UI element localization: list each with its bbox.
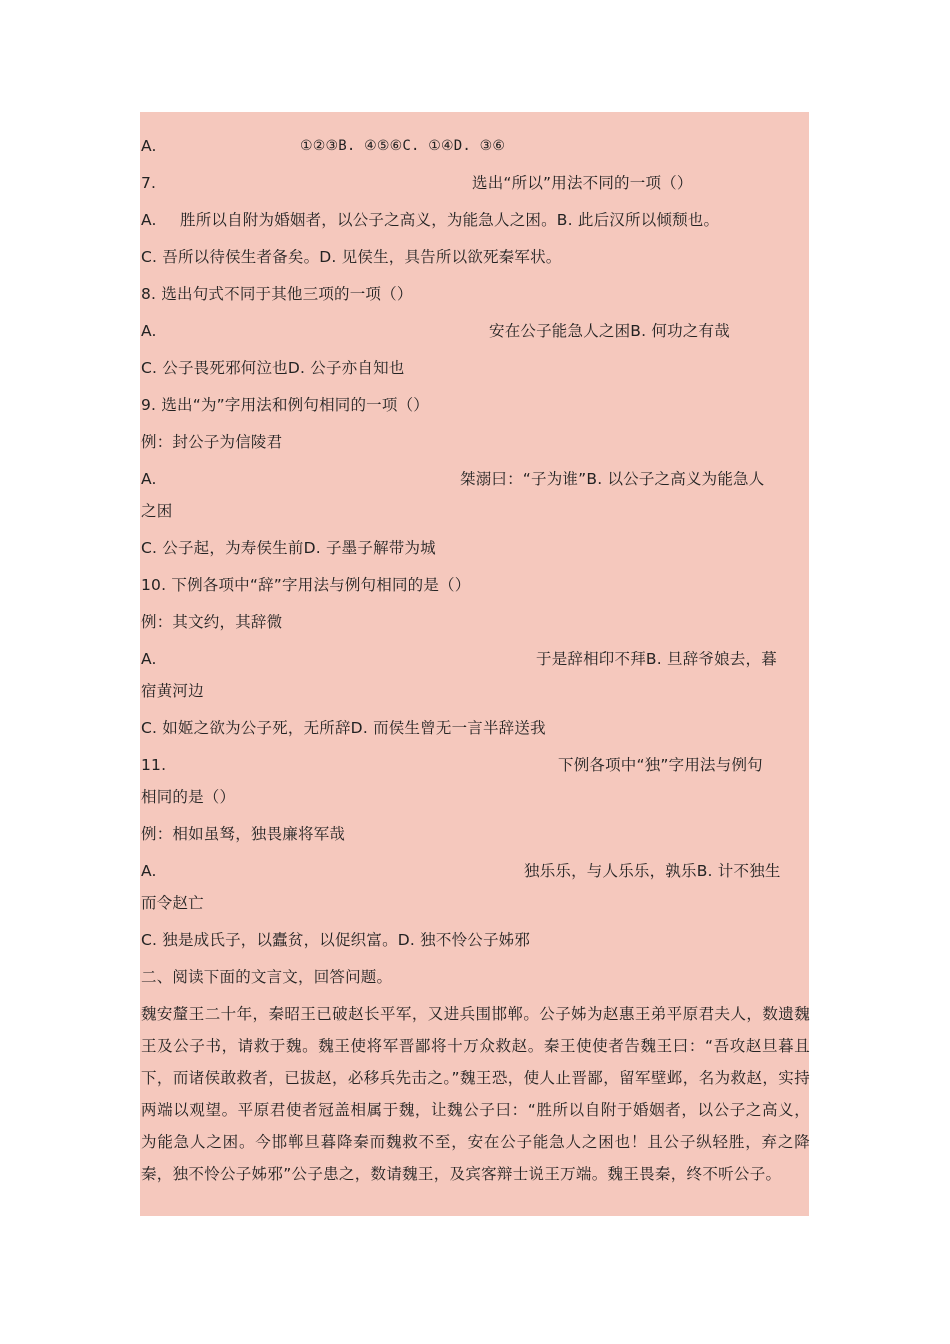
q7-number: 7. (141, 174, 157, 192)
q9-stem: 9. 选出“为”字用法和例句相同的一项（） (141, 396, 429, 414)
q9-option-a-label: A. (141, 470, 157, 488)
q10-options-cd: C. 如姬之欲为公子死，无所辞D. 而侯生曾无一言半辞送我 (141, 719, 546, 737)
q6-option-a-label: A. (141, 137, 157, 155)
q8-options-cd: C. 公子畏死邪何泣也D. 公子亦自知也 (141, 359, 405, 377)
q9-example: 例：封公子为信陵君 (141, 433, 283, 451)
q8-option-a-label: A. (141, 322, 157, 340)
q8-options-ab: 安在公子能急人之困B. 何功之有哉 (489, 322, 730, 340)
q11-number: 11. (141, 756, 167, 774)
q8-stem: 8. 选出句式不同于其他三项的一项（） (141, 285, 413, 303)
q6-options: ①②③B. ④⑤⑥C. ①④D. ③⑥ (300, 138, 506, 154)
q10-options-ab: 于是辞相印不拜B. 旦辞爷娘去，暮 (536, 650, 777, 668)
q10-option-a-label: A. (141, 650, 157, 668)
q7-options-cd: C. 吾所以待侯生者备矣。D. 见侯生，具告所以欲死秦军状。 (141, 248, 562, 266)
classical-passage: 魏安釐王二十年，秦昭王已破赵长平军，又进兵围邯郸。公子姊为赵惠王弟平原君夫人，数遗魏王及公子书，请救于魏。魏王使将军晋鄙将十万众救赵。秦王使使者告魏王曰：“吾攻赵旦暮且下，而诸侯敢救者，已拔赵，必移兵先击之。”魏王恐，使人止晋鄙，留军壁邺，名为救赵，实持两端以观望。平原君使者冠盖相属于魏，让魏公子曰：“胜所以自附于婚姻者，以公子之高义，为能急人之困。今邯郸旦暮降秦而魏救不至，安在公子能急人之困也！且公子纵轻胜，弃之降秦，独不怜公子姊邪”公子患之，数请魏王，及宾客辩士说王万端。魏王畏秦，终不听公子。 (141, 1005, 810, 1183)
q10-example: 例：其文约，其辞微 (141, 613, 283, 631)
q10-stem: 10. 下例各项中“辞”字用法与例句相同的是（） (141, 576, 471, 594)
q11-example: 例：相如虽驽，独畏廉将军哉 (141, 825, 346, 843)
section-heading: 二、阅读下面的文言文，回答问题。 (141, 968, 393, 986)
q9-options-cd: C. 公子起，为寿侯生前D. 子墨子解带为城 (141, 539, 436, 557)
q11-option-a-label: A. (141, 862, 157, 880)
q11-options-ab-continued: 而令赵亡 (141, 894, 204, 912)
q10-options-ab-continued: 宿黄河边 (141, 682, 204, 700)
q7-stem: 选出“所以”用法不同的一项（） (472, 174, 693, 192)
q7-options-ab: 胜所以自附为婚姻者，以公子之高义，为能急人之困。B. 此后汉所以倾颓也。 (180, 211, 720, 229)
q11-options-ab: 独乐乐，与人乐乐，孰乐B. 计不独生 (524, 862, 781, 880)
q11-stem-continued: 相同的是（） (141, 788, 236, 806)
q11-stem: 下例各项中“独”字用法与例句 (558, 756, 763, 774)
q7-option-a-label: A. (141, 211, 157, 229)
q9-options-ab-continued: 之困 (141, 502, 173, 520)
q11-options-cd: C. 独是成氏子，以蠹贫，以促织富。D. 独不怜公子姊邪 (141, 931, 531, 949)
q9-options-ab: 桀溺曰：“子为谁”B. 以公子之高义为能急人 (460, 470, 765, 488)
